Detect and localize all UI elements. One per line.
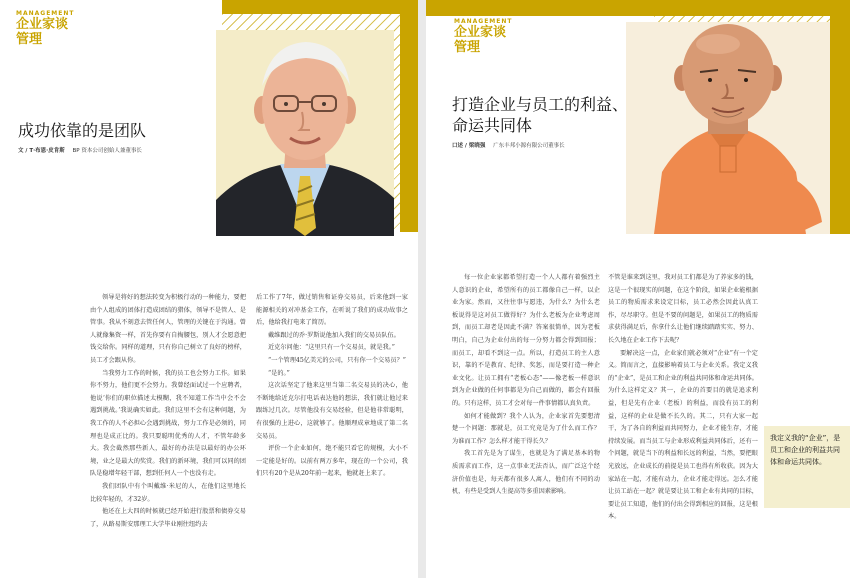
paragraph: 戴维跟过的乔·罗斯说他加入我们的交易员队伍。 xyxy=(268,331,400,339)
paragraph: 当我努力工作的时候，我的员工也会努力工作。如果你不努力，他们更不会努力。我曾经面试过一个应聘者，他说‘你们的职位描述太模糊，我不知道工作当中会不会遇到挑战。’我说确实如此。我们这里不会有这种问题，为我工作的人不必担心会遇到挑战，努力工作是必须的，同理也是成正比的。我只要聪明优秀的人才，不管年龄多大。我会截然那些新人，最好的办法是以最好的办公环境，业之是最大的奖赏。我们的新环境，我们可以同的团队是稳增年轻干部，想到任何人一个也没有走。 xyxy=(90,369,246,478)
headline-line-2: 命运共同体 xyxy=(452,116,533,135)
article-byline xyxy=(452,141,565,149)
headline-line-1: 打造企业与员工的利益、 xyxy=(452,95,629,114)
byline-author: 文 / T·布恩·皮肯斯 xyxy=(18,148,65,154)
left-magazine-page xyxy=(0,0,418,578)
section-label xyxy=(16,10,75,47)
paragraph: 我们团队中有个叫戴维·米尼的人，在他们这里地长比较年轻的，才32岁。 xyxy=(90,482,246,503)
body-column-2 xyxy=(608,272,758,576)
paragraph: 每一位企业家都希望打造一个人人都有着强烈主人意识的企业，希望所有的员工都像自己一样，以企业为家。然而，又往往事与愿违，为什么？为什么老板说得是这对员工做得好？为什么老板为企业考虑周到，而员工却老是因此不满？答案很简单，因为老板明白，自己为企业付出的每一分努力都会得到回报；而员工，却看不到这一点。所以，打造员工的主人意识，靠的不是教育、纪律、奖惩，而是要打造一种企业文化。让员工拥有“老板心态”——像老板一样意识到为企业做的任何事都是为自己而做的，都会有回报的。只有这样，员工才会对每一件事情都认真负责。 xyxy=(452,274,600,407)
paragraph: 要解决这一点，企业家们就必须对“企业”有一个定义。简而言之，直接影响着员工与企业关系。我定义我的“企业”，是员工和企业的利益共同体和命运共同体。为什么这样定义？其一，企业的首要目的就是追求利益，但是先有企业（老板）的利益，而没有员工的利益，这样的企业是做不长久的。其二，只有大家一起干，为了各自的利益而共同努力，企业才能生存，才能持续发展。而当员工与企业形成利益共同体后，还有一个问题，就是当下的利益和长远的利益，当然，要把眼光放远，企业成长的前提是员工也得有所收获。因为大家站在一起，才能有动力，企业才能走得远。怎么才能让员工站在一起？就是要让员工和企业有共同的目标，要让员工知道，他们的付出会得到相应的回报，这是根本。 xyxy=(608,349,758,521)
page-gutter xyxy=(418,0,426,578)
article-headline: 成功依靠的是团队 xyxy=(18,121,147,140)
section-label xyxy=(454,18,513,55)
section-label-cn xyxy=(16,17,68,47)
portrait-photo-elderly-man xyxy=(216,30,394,236)
portrait-illustration xyxy=(216,30,394,236)
section-label-en: MANAGEMENT xyxy=(16,10,75,17)
paragraph: 后工作了7年，做过销售和证券交易员，后来他到一家能源相关的对冲基金工作，在听说了我们的成功故事之后，他给我打电来了简历。 xyxy=(256,294,408,327)
gold-bar-top xyxy=(222,0,418,14)
right-magazine-page xyxy=(426,0,850,578)
article-byline xyxy=(18,146,142,154)
pull-quote-text: 我定义我的“企业”，是员工和企业的利益共同体和命运共同体。 xyxy=(770,434,841,466)
portrait-illustration xyxy=(626,22,830,234)
section-label-cn-text: 企业家谈管理 xyxy=(16,17,69,47)
byline-author: 口述 / 梁晓强 xyxy=(452,143,486,149)
body-column-1 xyxy=(452,272,600,576)
paragraph: 近克尔问他：“这里只有一个交易员，就是我。” xyxy=(268,344,395,352)
section-label-cn xyxy=(454,25,506,55)
byline-role: 广东丰邦小源有限公司董事长 xyxy=(493,143,565,149)
paragraph: 他还在上大四的时候就已经开始进行股票和债券交易了，从路易斯安那理工大学毕业刚往纽约去 xyxy=(90,508,246,528)
paragraph: 这次话坚定了他来这里当第二名交易员的决心，他不断地给近克尔打电话表达他的想法，我们就让他过来跟练过几次。尽管他没有交易经验，但是他非常聪明，有很强的上进心，这就够了。他顺理成章地成了第二名交易员。 xyxy=(256,382,408,440)
gold-frame-right xyxy=(830,16,850,234)
body-column-2 xyxy=(256,292,408,576)
paragraph: 如何才能做到？我个人认为，企业家首先要想清楚一个问题：那就是，员工究竟是为了什么而工作？为谁而工作？怎么样才能干得长久？ xyxy=(452,412,600,445)
body-column-1 xyxy=(90,292,246,576)
paragraph: 我工首先是为了谋生，也就是为了满足基本的物质需求而工作，这一点事业无法否认，而广泛这个经济价值也是，每天都有很多人离人，他们有不同的动机，有些是受到人生提高等多重因素影响。 xyxy=(452,450,600,496)
byline-role: BP 资本公司创始人兼董事长 xyxy=(72,148,142,154)
gold-bar-top xyxy=(426,0,850,16)
article-headline xyxy=(452,94,628,136)
paragraph: “是的。” xyxy=(268,369,290,377)
section-label-cn-text: 企业家谈管理 xyxy=(454,25,507,55)
paragraph: 领导是将好的想法转变为积极行动的一种能力，要把由个人组成的团体打造成团结的猎体，领导不是管人、是管事。我从不刻意去管任何人，管理的关键在于沟通。曾人就像集资一样，首先你要有自掏腰包，别人才会愿意把钱交给你。同样的道理，只有你自己树立了良好的榜样，员工才会跟从你。 xyxy=(90,294,246,364)
paragraph: 评价一个企业如何，绝不能只看它的规模，大小不一定能是好的。以前有两万多年，现在的一个公司，我们只有20个是从20年前一起来，他就赶上来了。 xyxy=(256,445,408,478)
gold-frame-right xyxy=(400,14,418,232)
portrait-photo-bald-man xyxy=(626,22,830,234)
section-label-en: MANAGEMENT xyxy=(454,18,513,25)
paragraph: “一个管理45亿美元的公司，只有你一个交易员？” xyxy=(268,356,406,364)
paragraph: 不管是谁来到这里，我对员工们都是为了养家多的钱，这是一个很现实的问题，在这个阶段，如果企业能根据员工的物质需求来设定目标，员工必然会因此认真工作，尽尽职守。但是不要的问题是，如果员工的物质需求获得满足后，你拿什么让他们继续踏踏实实、努力、长久地在企业工作下去呢？ xyxy=(608,274,758,344)
